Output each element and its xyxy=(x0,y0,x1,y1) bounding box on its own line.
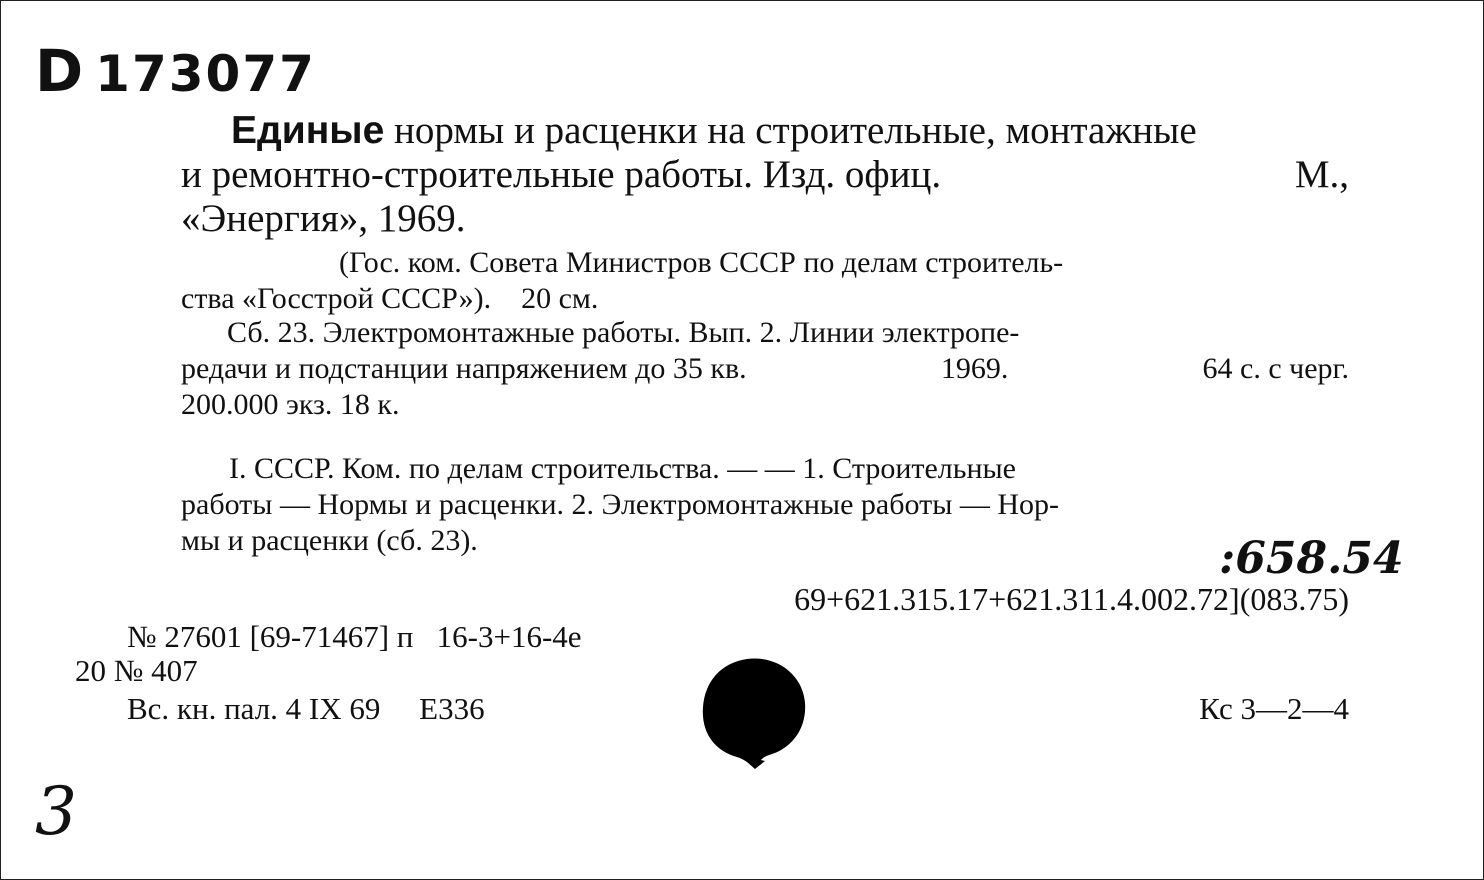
tracing-line-2: работы — Нормы и расценки. 2. Электромонтажные работы — Нор- xyxy=(181,488,1060,521)
shelf-mark: :658.54 xyxy=(1219,533,1404,584)
accession-digits: 173077 xyxy=(95,45,316,103)
accession-prefix: D xyxy=(35,37,86,105)
series-line-1: (Гос. ком. Совета Министров СССР по делам строитель- xyxy=(339,246,1064,279)
footer-line-2: 20 № 407 xyxy=(75,653,198,688)
title-line-1 xyxy=(231,109,1197,153)
footer-right-code: Кс 3—2—4 xyxy=(1199,691,1349,726)
volume-year: 1969. xyxy=(940,352,1009,385)
footer-line-1: № 27601 [69-71467] п 16-3+16-4е xyxy=(127,619,582,654)
udc-classification: 69+621.315.17+621.311.4.002.72](083.75) xyxy=(794,581,1349,617)
title-line-3: «Энергия», 1969. xyxy=(181,197,466,240)
ink-blot-stamp-icon xyxy=(699,657,809,769)
accession-number xyxy=(35,37,316,105)
series-line-2: ства «Госстрой СССР»). 20 см. xyxy=(181,282,599,315)
volume-pages: 64 с. с черг. xyxy=(1202,352,1349,385)
title-bold-word: Единые xyxy=(231,109,385,152)
title-line-1-rest: нормы и расценки на строительные, монтажные xyxy=(394,109,1197,152)
handwritten-note: 3 xyxy=(35,773,77,850)
tracing-line-1: I. СССР. Ком. по делам строительства. — — 1. Строительные xyxy=(229,452,1016,485)
volume-line-1: Сб. 23. Электромонтажные работы. Вып. 2. Линии электропе- xyxy=(227,316,1020,349)
title-line-2-text: и ремонтно-строительные работы. Изд. офиц. xyxy=(181,153,942,196)
volume-line-2 xyxy=(181,351,1349,387)
volume-line-2-text: редачи и подстанции напряжением до 35 кв. xyxy=(181,352,747,385)
publication-place: М., xyxy=(1294,153,1349,196)
footer-line-3: Вс. кн. пал. 4 IX 69 Е336 xyxy=(127,691,485,726)
volume-line-3: 200.000 экз. 18 к. xyxy=(181,388,400,421)
title-line-2 xyxy=(181,153,1349,197)
tracing-line-3: мы и расценки (сб. 23). xyxy=(181,524,478,557)
